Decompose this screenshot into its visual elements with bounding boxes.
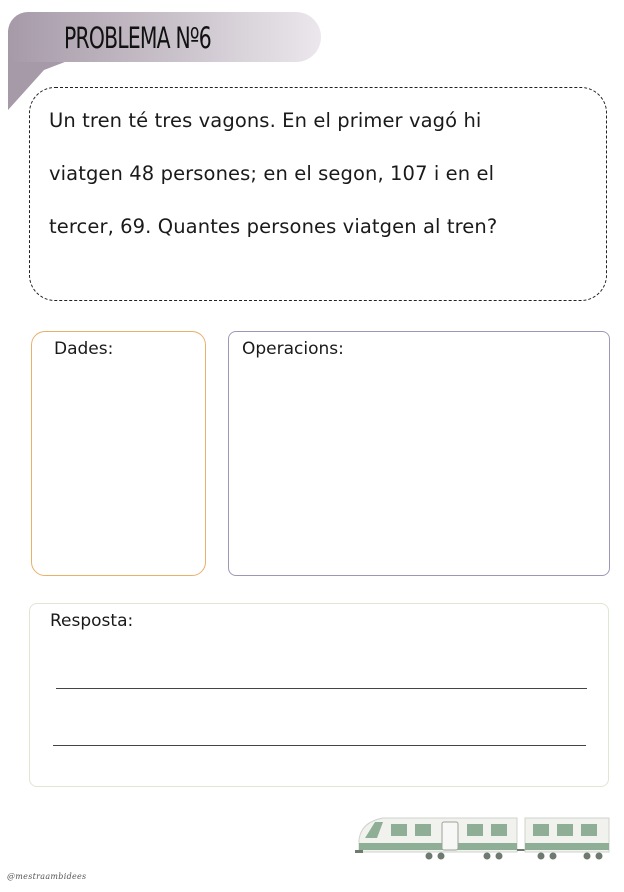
answer-line[interactable]: [56, 688, 587, 689]
resposta-box: [29, 603, 609, 787]
dades-label: Dades:: [54, 339, 114, 359]
answer-line[interactable]: [53, 745, 586, 746]
problem-statement: [49, 94, 589, 253]
problem-line: Un tren té tres vagons. En el primer vagó hi: [49, 109, 482, 132]
author-credit: @mestraambidees: [7, 872, 87, 881]
train-icon: [355, 812, 611, 864]
problem-line: tercer, 69. Quantes persones viatgen al tren?: [49, 215, 498, 238]
problem-line: viatgen 48 persones; en el segon, 107 i en el: [49, 162, 495, 185]
dades-box[interactable]: [31, 331, 206, 576]
problem-statement-box: [29, 87, 607, 301]
operacions-label: Operacions:: [242, 339, 344, 359]
operacions-box[interactable]: [228, 331, 610, 576]
resposta-label: Resposta:: [50, 611, 134, 631]
page-title: PROBLEMA Nº6: [64, 21, 211, 55]
